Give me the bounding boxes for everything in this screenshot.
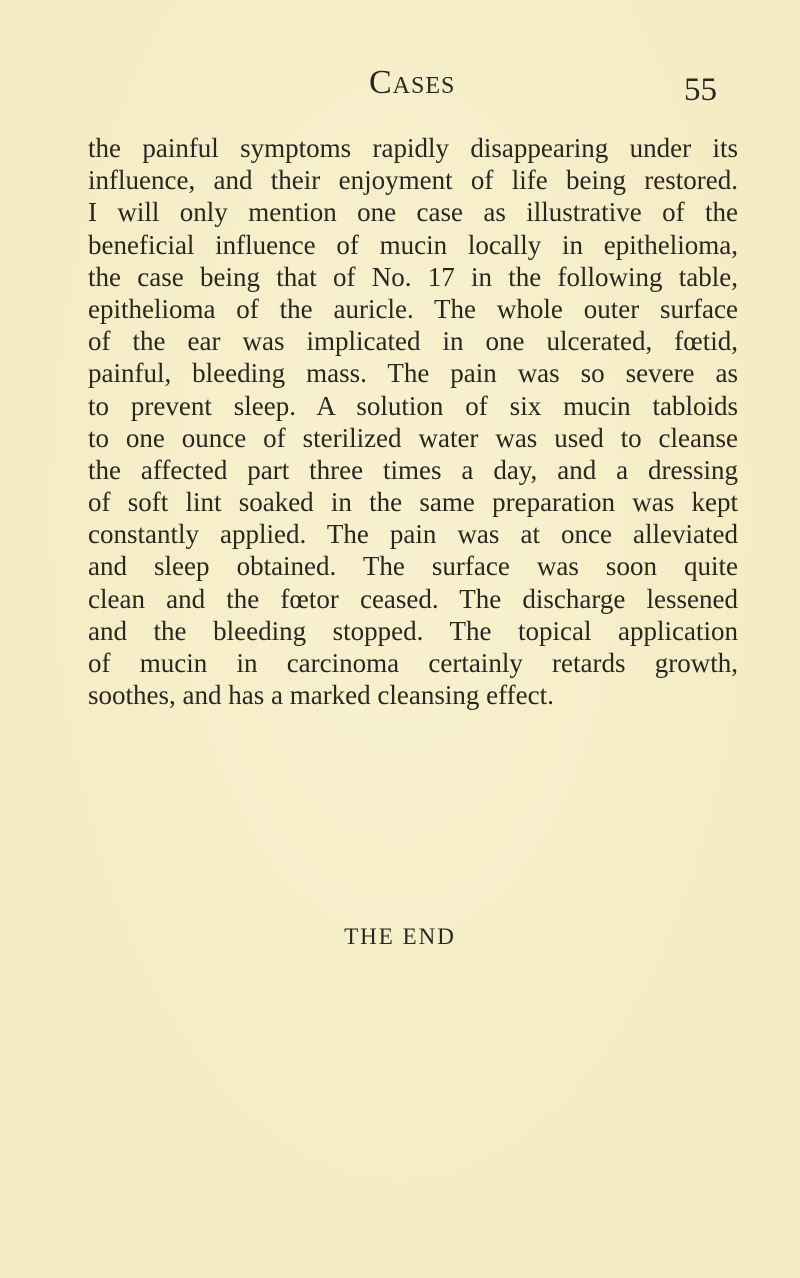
text-line: the case being that of No. 17 in the following table, — [88, 261, 738, 292]
text-line: of the ear was implicated in one ulcerated, fœtid, — [88, 326, 738, 357]
text-line: soothes, and has a marked cleansing effect. — [88, 680, 554, 711]
text-line: I will only mention one case as illustrative of the — [88, 197, 738, 228]
text-line: clean and the fœtor ceased. The discharge lessened — [88, 583, 738, 614]
text-line: to prevent sleep. A solution of six mucin tabloids — [88, 390, 738, 421]
page-number: 55 — [684, 72, 717, 108]
text-line: influence, and their enjoyment of life being restored. — [88, 165, 738, 196]
text-line: epithelioma of the auricle. The whole outer surface — [88, 293, 738, 324]
text-line: beneficial influence of mucin locally in epithelioma, — [88, 229, 738, 260]
text-line: of soft lint soaked in the same preparation was kept — [88, 487, 738, 518]
text-line: of mucin in carcinoma certainly retards growth, — [88, 648, 738, 678]
text-line: to one ounce of sterilized water was used to cleanse — [88, 422, 738, 453]
text-line: painful, bleeding mass. The pain was so severe as — [88, 358, 738, 389]
running-title: Cases — [369, 64, 456, 101]
the-end-label: THE END — [344, 924, 456, 949]
text-line: and the bleeding stopped. The topical application — [88, 615, 738, 646]
text-line: and sleep obtained. The surface was soon quite — [88, 551, 738, 582]
text-line: the affected part three times a day, and a dressing — [88, 454, 738, 485]
text-line: the painful symptoms rapidly disappearing under its — [88, 133, 738, 163]
running-head — [0, 62, 800, 106]
body-paragraph — [88, 132, 738, 711]
text-line: constantly applied. The pain was at once alleviated — [88, 519, 738, 550]
